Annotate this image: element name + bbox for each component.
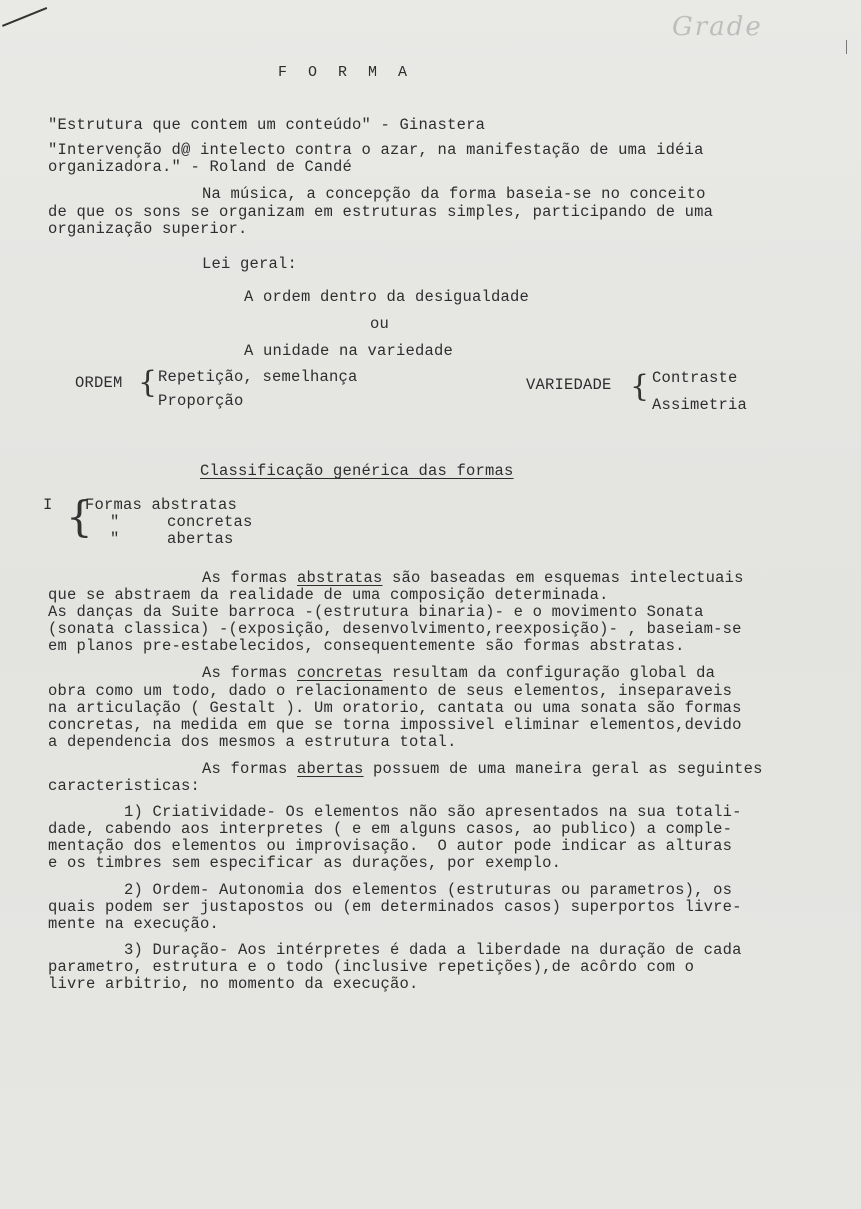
abstratas-line2: que se abstraem da realidade de uma composição determinada. — [48, 586, 609, 604]
abstratas-line5: em planos pre-estabelecidos, consequentemente são formas abstratas. — [48, 637, 685, 655]
text-segment: As formas — [202, 664, 298, 682]
abstratas-line3: As danças da Suite barroca -(estrutura binaria)- e o movimento Sonata — [48, 603, 704, 621]
abstratas-line1 — [202, 570, 744, 587]
text-segment: resultam da configuração global da — [382, 664, 716, 682]
variedade-item-2: Assimetria — [652, 396, 748, 414]
lei-geral: Lei geral: — [202, 255, 298, 273]
ordem-line: A ordem dentro da desigualdade — [244, 288, 530, 306]
item3-line1: 3) Duração- Aos intérpretes é dada a liberdade na duração de cada — [124, 941, 742, 959]
text-segment: possuem de uma maneira geral as seguintes — [363, 760, 763, 778]
underlined-term: abstratas — [297, 569, 383, 587]
underlined-term: concretas — [297, 664, 383, 682]
ou-line: ou — [370, 315, 390, 333]
ordem-brace: { — [138, 365, 158, 400]
forms-item-1: Formas abstratas — [85, 496, 238, 514]
document-title: F O R M A — [278, 64, 414, 81]
text-segment: são baseadas em esquemas intelectuais — [382, 569, 744, 587]
quote-cande-line1: "Intervenção d@ intelecto contra o azar, na manifestação de uma idéia — [48, 141, 704, 159]
item3-line2: parametro, estrutura e o todo (inclusive repetições),de acôrdo com o — [48, 958, 695, 976]
ordem-label: ORDEM — [75, 374, 123, 392]
text-segment: As formas — [202, 569, 298, 587]
unidade-line: A unidade na variedade — [244, 342, 454, 360]
abertas-line2: caracteristicas: — [48, 777, 201, 795]
variedade-label: VARIEDADE — [526, 376, 612, 394]
item2-line1: 2) Ordem- Autonomia dos elementos (estruturas ou parametros), os — [124, 881, 733, 899]
classification-heading: Classificação genérica das formas — [200, 462, 514, 480]
edge-tick — [846, 40, 847, 54]
pen-stroke — [2, 7, 47, 27]
quote-cande-line2: organizadora." - Roland de Candé — [48, 158, 353, 176]
intro-line3: organização superior. — [48, 220, 248, 238]
abstratas-line4: (sonata classica) -(exposição, desenvolvimento,reexposição)- , baseiam-se — [48, 620, 742, 638]
item1-line4: e os timbres sem especificar as durações, por exemplo. — [48, 854, 562, 872]
concretas-line3: na articulação ( Gestalt ). Um oratorio, cantata ou uma sonata são formas — [48, 699, 742, 717]
item1-line2: dade, cabendo aos interpretes ( e em alguns casos, ao publico) a comple- — [48, 820, 733, 838]
concretas-line4: concretas, na medida em que se torna impossivel eliminar elementos,devido — [48, 716, 742, 734]
quote-ginastera: "Estrutura que contem um conteúdo" - Ginastera — [48, 116, 486, 134]
handwritten-note: Grade — [672, 12, 763, 42]
item2-line2: quais podem ser justapostos ou (em determinados casos) superportos livre- — [48, 898, 742, 916]
intro-line2: de que os sons se organizam em estruturas simples, participando de uma — [48, 203, 714, 221]
text-segment: As formas — [202, 760, 298, 778]
concretas-line5: a dependencia dos mesmos a estrutura total. — [48, 733, 457, 751]
abertas-line1 — [202, 761, 763, 778]
item2-line3: mente na execução. — [48, 915, 220, 933]
underlined-term: abertas — [297, 760, 364, 778]
ordem-item-2: Proporção — [158, 392, 244, 410]
forms-item-3: " abertas — [110, 530, 234, 548]
forms-item-2: " concretas — [110, 513, 253, 531]
item3-line3: livre arbitrio, no momento da execução. — [48, 975, 419, 993]
variedade-brace: { — [630, 369, 650, 404]
variedade-item-1: Contraste — [652, 369, 738, 387]
item1-line1: 1) Criatividade- Os elementos não são apresentados na sua totali- — [124, 803, 742, 821]
ordem-item-1: Repetição, semelhança — [158, 368, 358, 386]
intro-line1: Na música, a concepção da forma baseia-se no conceito — [202, 185, 706, 203]
item1-line3: mentação dos elementos ou improvisação. O autor pode indicar as alturas — [48, 837, 733, 855]
concretas-line1 — [202, 665, 715, 682]
forms-brace: { — [66, 492, 93, 541]
roman-one: I — [43, 496, 53, 514]
concretas-line2: obra como um todo, dado o relacionamento de seus elementos, inseparaveis — [48, 682, 733, 700]
